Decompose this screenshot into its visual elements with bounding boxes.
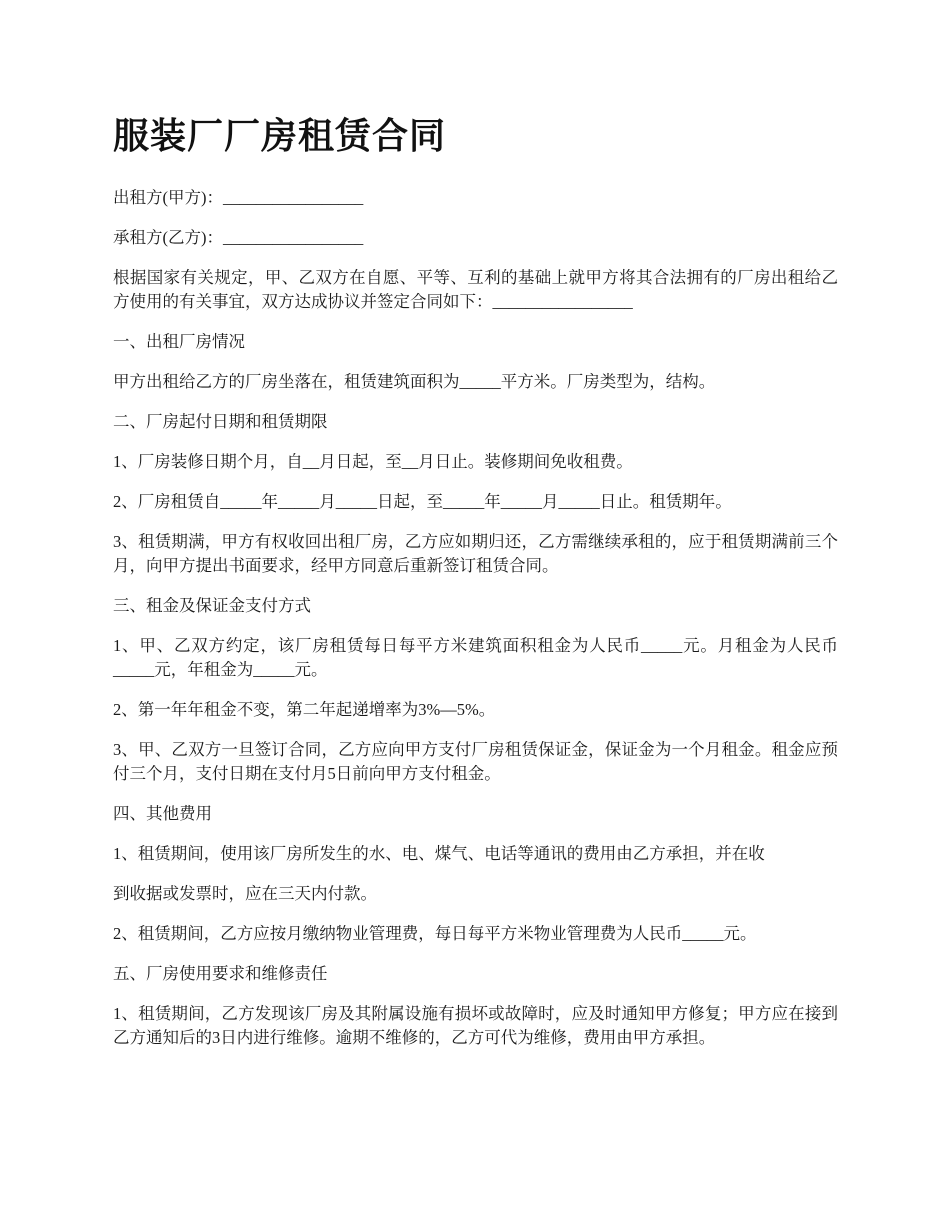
paragraph: 2、第一年年租金不变，第二年起递增率为3%—5%。 [113, 700, 496, 719]
section-heading-5: 五、厂房使用要求和维修责任 [113, 964, 328, 983]
paragraph: 到收据或发票时，应在三天内付款。 [113, 884, 377, 903]
paragraph: 1、租赁期间，使用该厂房所发生的水、电、煤气、电话等通讯的费用由乙方承担，并在收 [113, 844, 765, 863]
lessee-line: 承租方(乙方)：_________________ [113, 228, 364, 247]
document-title: 服装厂厂房租赁合同 [113, 116, 447, 156]
paragraph: 甲方出租给乙方的厂房坐落在，租赁建筑面积为_____平方米。厂房类型为，结构。 [113, 372, 716, 391]
preamble-paragraph: 根据国家有关规定，甲、乙双方在自愿、平等、互利的基础上就甲方将其合法拥有的厂房出租给乙方使用的有关事宜，双方达成协议并签定合同如下：_________________ [113, 268, 838, 311]
paragraph: 1、甲、乙双方约定，该厂房租赁每日每平方米建筑面积租金为人民币_____元。月租金为人民币_____元，年租金为_____元。 [113, 636, 838, 679]
section-heading-2: 二、厂房起付日期和租赁期限 [113, 412, 328, 431]
paragraph: 1、租赁期间，乙方发现该厂房及其附属设施有损坏或故障时，应及时通知甲方修复；甲方应在接到乙方通知后的3日内进行维修。逾期不维修的，乙方可代为维修，费用由甲方承担。 [113, 1004, 838, 1047]
paragraph: 3、租赁期满，甲方有权收回出租厂房，乙方应如期归还，乙方需继续承租的，应于租赁期满前三个月，向甲方提出书面要求，经甲方同意后重新签订租赁合同。 [113, 532, 838, 575]
paragraph: 3、甲、乙双方一旦签订合同，乙方应向甲方支付厂房租赁保证金，保证金为一个月租金。租金应预付三个月，支付日期在支付月5日前向甲方支付租金。 [113, 740, 838, 783]
section-heading-1: 一、出租厂房情况 [113, 332, 245, 351]
section-heading-4: 四、其他费用 [113, 804, 212, 823]
paragraph: 2、厂房租赁自_____年_____月_____日起，至_____年_____月_____日止。租赁期年。 [113, 492, 732, 511]
paragraph: 2、租赁期间，乙方应按月缴纳物业管理费，每日每平方米物业管理费为人民币_____元。 [113, 924, 757, 943]
paragraph: 1、厂房装修日期个月，自__月日起，至__月日止。装修期间免收租费。 [113, 452, 633, 471]
lessor-line: 出租方(甲方)：_________________ [113, 188, 364, 207]
section-heading-3: 三、租金及保证金支付方式 [113, 596, 311, 615]
document-body [113, 112, 838, 1066]
